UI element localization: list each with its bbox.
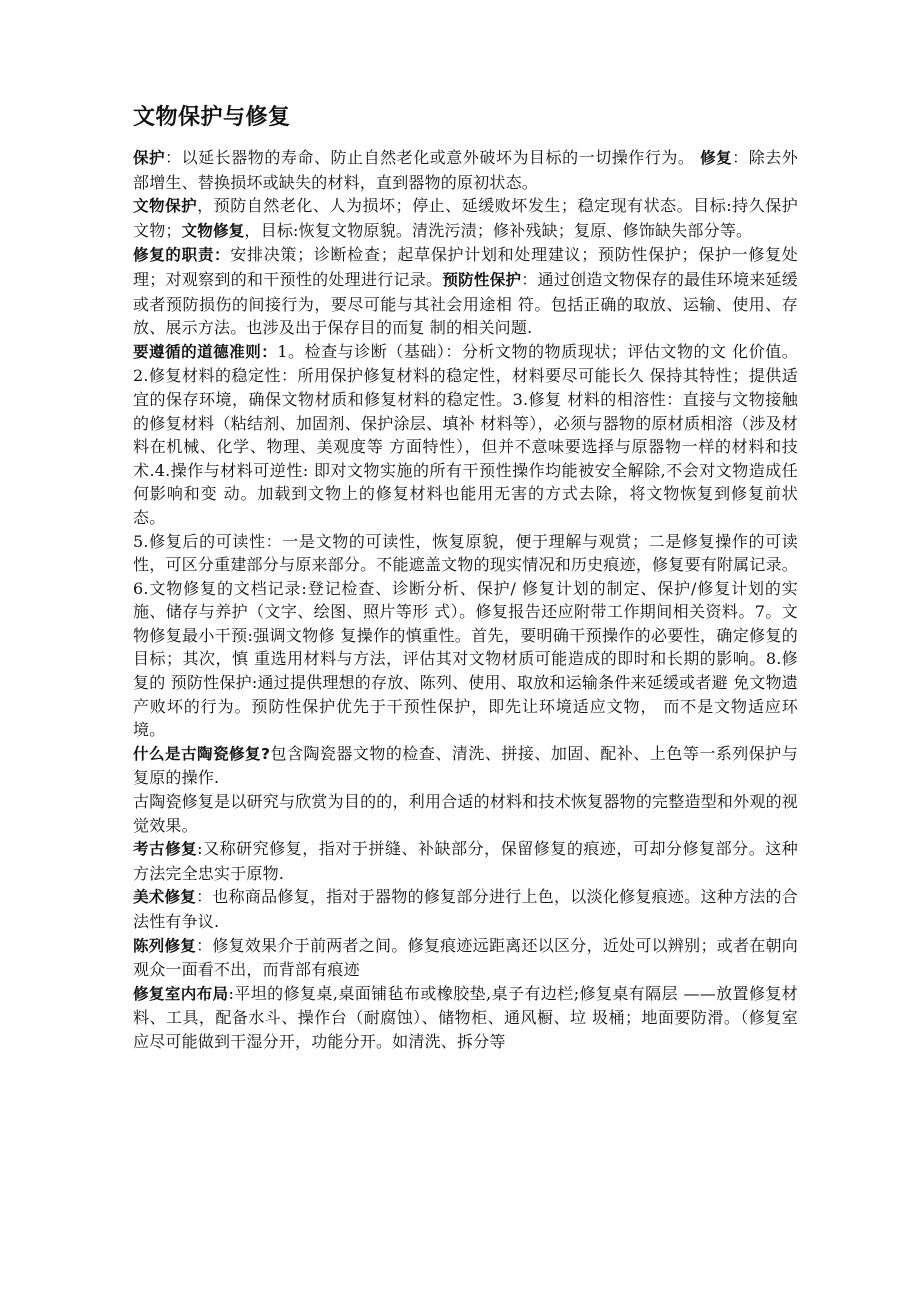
paragraph-text: :又称研究修复，指对于拼缝、补缺部分，保留修复的痕迹，可却分修复部分。这种方法完全忠实于原物. [133,839,798,883]
term-label: 美术修复 [133,888,197,907]
paragraph-display-restoration [133,934,798,982]
paragraph-text: ，预防自然老化、人为损坏；停止、延缓败坏发生；稳定现有状态。目标:持久保护文物； [133,196,798,240]
term-label: 考古修复 [133,840,198,859]
paragraph-text: 1。检查与诊断（基础）：分析文物的物质现状；评估文物的文 化价值。2.修复材料的稳定性：所用保护修复材料的稳定性，材料要尽可能长久 保持其特性；提供适宜的保存环境，确保文物材质和修复材料的稳定性。3.修复 材料的相溶性：直接与文物接触的修复材料（粘结剂、加固剂、保护涂层、填补 材料等），必须与器物的原材质相溶（涉及材料在机械、化学、物理、美观度等 方面特性），但并不意味要选择与原器物一样的材料和技术.4.操作与材料可逆性: 即对文物实施的所有干预性操作均能被安全解除,不会对文物造成任何影响和变 动。加载到文物上的修复材料也能用无害的方式去除，将文物恢复到修复前状态。 [133,341,798,527]
term-label: 修复的职责： [133,246,231,265]
paragraph-text: ：以延长器物的寿命、防止自然老化或意外破坏为目标的一切操作行为。 [165,148,701,167]
term-label: 陈列修复 [133,936,197,955]
paragraph-archaeological-restoration [133,837,798,885]
term-label: 修复室内布局 [133,984,229,1003]
paragraph-text: :平坦的修复桌,桌面铺毡布或橡胶垫,桌子有边栏;修复桌有隔层 ——放置修复材料、工具，配备水斗、操作台（耐腐蚀）、储物柜、通风橱、垃 圾桶；地面要防滑。（修复室应尽可能做到干湿分开，功能分开。如清洗、拆分等 [133,983,799,1051]
paragraph-text: ：也称商品修复，指对于器物的修复部分进行上色，以淡化修复痕迹。这种方法的合法性有争议. [133,887,798,931]
paragraph-text: 包含陶瓷器文物的检查、清洗、拼接、加固、配补、上色等一系列保护与复原的操作. [133,743,798,788]
term-label: 文物保护 [133,197,198,216]
term-label: 要遵循的道德准则： [133,342,278,361]
paragraph-ethics [133,340,798,530]
paragraph-ethics-continued [133,530,798,742]
term-label: 文物修复 [181,221,245,240]
paragraph-ceramic-purpose [133,790,798,837]
paragraph-art-restoration [133,885,798,933]
paragraph-workshop-layout [133,982,798,1054]
paragraph-text: 安排决策；诊断检查；起草保护计划和处理建议；预防性保护；保护一修复处理；对观察到的和干预性的处理进行记录。 [133,245,798,289]
term-label: 保护 [133,149,166,167]
paragraph-text: ，目标:恢复文物原貌。清洗污渍；修补残缺；复原、修饰缺失部分等。 [244,220,753,240]
paragraph-text: ：通过创造文物保存的最佳环境来延缓或者预防损伤的间接行为，要尽可能与其社会用途相 符。包括正确的取放、运输、使用、存放、展示方法。也涉及出于保存目的而复 制的相关问题. [133,269,798,338]
document-body [133,104,798,1054]
paragraph-text: ：修复效果介于前两者之间。修复痕迹远距离还以区分，近处可以辨别；或者在朝向观众一面看不出，而背部有痕迹 [133,935,798,980]
paragraph-protection-definition [133,146,798,194]
paragraph-ceramic-restoration [133,742,798,790]
paragraph-text: 古陶瓷修复是以研究与欣赏为目的的，利用合适的材料和技术恢复器物的完整造型和外观的视觉效果。 [133,792,798,835]
paragraph-restoration-duties [133,243,798,339]
paragraph-text: ：除去外部增生、替换损坏或缺失的材料，直到器物的原初状态。 [133,148,798,192]
paragraph-text: 5.修复后的可读性：一是文物的可读性，恢复原貌，便于理解与观赏；二是修复操作的可读性，可区分重建部分与原来部分。不能遮盖文物的现实情况和历史痕迹，修复要有附属记录。6.文物修复的文档记录:登记检查、诊断分析、保护/ 修复计划的制定、保护/修复计划的实施、储存与养护（文字、绘图、照片等形 式）。修复报告还应附带工作期间相关资料。7。文物修复最小干预:强调文物修 复操作的慎重性。首先，要明确干预操作的必要性，确定修复的目标；其次，慎 重选用材料与方法，评估其对文物材质可能造成的即时和长期的影响。8.修复的 预防性保护:通过提供理想的存放、陈列、使用、取放和运输条件来延缓或者避 免文物遗产败坏的行为。预防性保护优先于干预性保护，即先让环境适应文物， 而不是文物适应环境。 [133,531,798,740]
term-label: 修复 [700,149,733,167]
term-label: 什么是古陶瓷修复? [133,744,271,763]
paragraph-heritage-protection [133,194,798,243]
term-label: 预防性保护 [442,270,522,289]
page-title: 文物保护与修复 [133,105,291,130]
